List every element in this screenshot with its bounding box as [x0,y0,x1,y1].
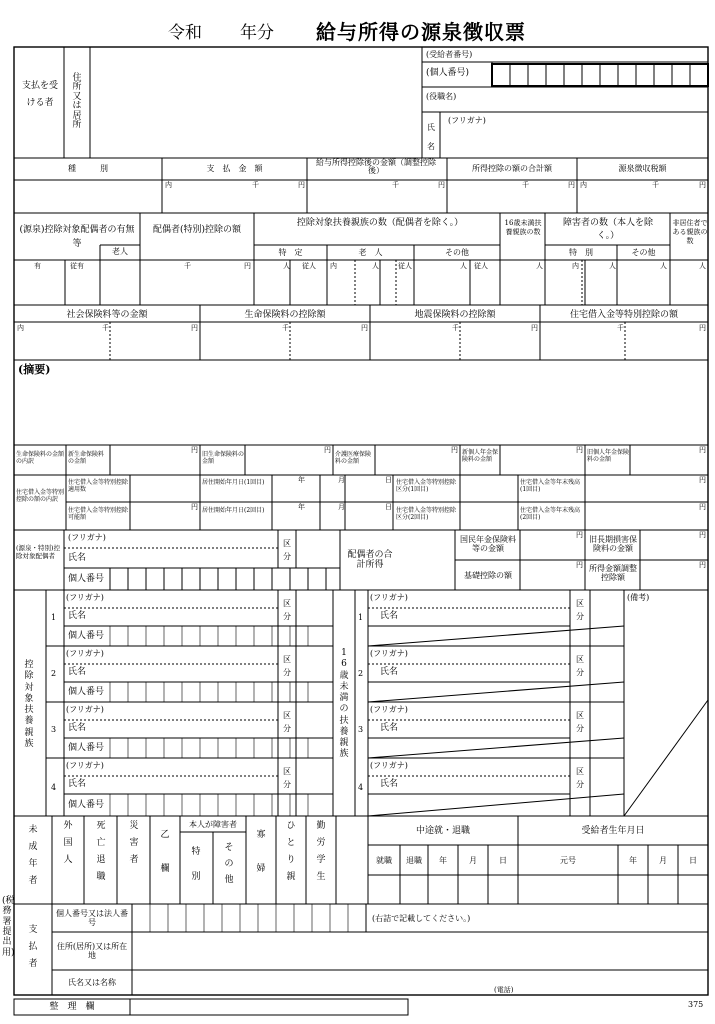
dep3-name-label: 氏名 [68,723,87,733]
death-retire-col: 死亡退職 [96,821,106,883]
dependents-count-header: 控除対象扶養親族の数（配偶者を除く。） [296,218,464,228]
mid-col: 月 [469,856,477,865]
unit: 月 [338,476,345,484]
spouse-furigana-label: (フリガナ) [68,533,106,542]
under16-header: 16歳未満扶養親族の数 [504,219,542,237]
under16-dependents-label: 16歳未満の扶養親族 [339,648,349,760]
housing-possible-label: 住宅借入金等特別控除可能額 [68,507,129,521]
unit: 人 [699,262,706,270]
unit: 人 [660,262,667,270]
page-number: 375 [688,1000,704,1009]
birth-col: 月 [659,856,667,865]
unit: 従人 [302,262,316,270]
type-header: 種 別 [68,164,108,173]
dep3-number-label: 個人番号 [68,743,105,753]
dependent-number: 4 [51,783,57,792]
u16-1-name-label: 氏名 [380,611,399,621]
u16-3-kubun-label: 区分 [576,711,584,733]
housing-balance1-label: 住宅借入金等年末残高(1回目) [520,479,581,493]
u16-2-kubun-label: 区分 [576,655,584,677]
unit: 円 [699,181,706,189]
dep1-number-label: 個人番号 [68,631,105,641]
u16-number: 3 [358,725,364,734]
other-header: その他 [445,248,469,257]
dep4-number-label: 個人番号 [68,800,105,810]
mid-col: 日 [499,856,507,865]
payer-address-label: 住所(居所)又は所在地 [56,942,128,961]
foreigner-col: 外国人 [63,821,73,866]
u16-number: 2 [358,669,364,678]
unit: 内 [165,181,172,189]
earthquake-insurance-header: 地震保険料の控除額 [414,310,496,320]
unit: 円 [438,181,445,189]
self-other-col: その他 [224,843,234,886]
elderly-header: 老人 [112,247,128,256]
unit: 人 [283,262,290,270]
mid-year-header: 中途就・退職 [415,826,470,836]
u16-4-furigana-label: (フリガナ) [370,761,408,770]
unit: 円 [576,446,583,454]
birthdate-header: 受給者生年月日 [581,826,645,836]
spouse-status-header: (源泉)控除対象配偶者の有無等 [19,225,135,250]
unit: 千 [392,181,399,189]
spouse-number-label: 個人番号 [68,574,105,584]
unit: 日 [385,476,392,484]
unit: 人 [372,262,379,270]
specific-header: 特 定 [278,248,303,257]
unit: 円 [531,324,538,332]
u16-2-name-label: 氏名 [380,667,399,677]
housing-applicable-label: 住宅借入金等特別控除適用数 [68,479,129,493]
dep1-name-label: 氏名 [68,611,87,621]
working-student-col: 勤労学生 [316,821,326,883]
address-label: 住所又は居所 [72,73,82,131]
dep4-furigana-label: (フリガナ) [66,761,104,770]
dep4-name-label: 氏名 [68,779,87,789]
payer-name-label: 氏名又は名称 [68,978,116,987]
u16-4-kubun-label: 区分 [576,767,584,789]
u16-number: 1 [358,613,364,622]
housing-start1-label: 居住開始年月日(1回目) [202,479,265,486]
pension-premium-label: 国民年金保険料等の金額 [460,535,516,554]
housing-balance2-label: 住宅借入金等年末残高(2回目) [520,507,581,521]
unit: 年 [298,503,305,511]
deduction-total-header: 所得控除の額の合計額 [472,164,552,173]
old-age-header: 老 人 [358,248,383,257]
disabled-special-header: 特 別 [569,248,593,257]
unit: 千 [184,262,191,270]
minor-col: 未成年者 [28,825,38,887]
withholding-tax-header: 源泉徴収税額 [618,164,667,173]
new-life-label: 新生命保険料の金額 [68,451,105,465]
position-label: (役職名) [426,92,457,101]
unit: 年 [298,476,305,484]
u16-2-furigana-label: (フリガナ) [370,649,408,658]
unit: 千 [102,324,109,332]
otsu-col: 乙欄 [160,830,170,875]
basic-deduction-label: 基礎控除の額 [464,571,512,580]
unit: 従有 [70,262,84,270]
dep3-furigana-label: (フリガナ) [66,705,104,714]
recipient-furigana-label: (フリガナ) [448,116,486,125]
housing-kubun1-label: 住宅借入金等特別控除区分(1回目) [396,479,457,493]
nonresident-header: 非居住者である親族の数 [672,219,708,246]
unit: 円 [699,561,706,569]
u16-1-furigana-label: (フリガナ) [370,593,408,602]
u16-4-name-label: 氏名 [380,779,399,789]
unit: 千 [617,324,624,332]
u16-number: 4 [358,783,364,792]
single-parent-col: ひとり親 [286,821,296,883]
unit: 円 [576,531,583,539]
remarks-label: (摘要) [18,363,51,376]
dependent-number: 3 [51,725,57,734]
unit: 円 [699,503,706,511]
unit: 円 [568,181,575,189]
care-medical-label: 介護医療保険料の金額 [335,451,372,465]
unit: 円 [361,324,368,332]
old-long-term-label: 旧長期損害保険料の金額 [589,535,637,554]
unit: 内 [572,262,579,270]
unit: 千 [252,181,259,189]
life-insurance-header: 生命保険料の控除額 [244,310,326,320]
birth-col: 日 [689,856,697,865]
disabled-count-header: 障害者の数（本人を除く。） [562,218,653,241]
unit: 円 [244,262,251,270]
self-disabled-header: 本人が障害者 [189,820,237,829]
old-life-label: 旧生命保険料の金額 [202,451,245,465]
mid-col: 就職 [376,856,392,865]
unit: 千 [522,181,529,189]
unit: 内 [17,324,24,332]
u16-1-kubun-label: 区分 [576,599,584,621]
unit: 円 [699,324,706,332]
payer-number-label: 個人番号又は法人番号 [56,909,128,928]
unit: 千 [452,324,459,332]
dependent-number: 1 [51,613,57,622]
payment-amount-header: 支 払 金 額 [206,164,263,173]
recipient-side-label: 支払を受ける者 [22,81,59,109]
unit: 円 [576,561,583,569]
dep3-kubun-label: 区分 [283,711,291,733]
dep4-kubun-label: 区分 [283,767,291,789]
personal-number-label: (個人番号) [426,68,470,78]
spouse-deduction-header: 配偶者(特別)控除の額 [152,225,242,235]
unit: 内 [330,262,337,270]
unit: 千 [652,181,659,189]
era-label: 令和 [168,23,202,43]
unit: 人 [536,262,543,270]
dep2-number-label: 個人番号 [68,687,105,697]
unit: 円 [191,324,198,332]
dep1-kubun-label: 区分 [283,599,291,621]
unit: 円 [298,181,305,189]
spouse-section-label: (源泉・特別)控除対象配偶者 [16,544,61,561]
widow-col: 寡婦 [256,830,266,875]
after-deduction-header: 給与所得控除後の金額（調整控除後） [316,158,436,176]
life-insurance-breakdown-label: 生命保険料の金額の内訳 [16,451,65,465]
birth-col: 元号 [560,856,576,865]
housing-breakdown-label: 住宅借入金等特別控除の額の内訳 [16,489,65,503]
spouse-kubun-label: 区分 [283,539,291,561]
housing-kubun2-label: 住宅借入金等特別控除区分(2回目) [396,507,457,521]
right-align-note: (右詰で記載してください。) [372,914,471,923]
dep2-furigana-label: (フリガナ) [66,649,104,658]
admin-column-label: 整 理 欄 [49,1002,95,1012]
unit: 有 [34,262,41,270]
housing-loan-header: 住宅借入金等特別控除の額 [569,310,678,320]
dep1-furigana-label: (フリガナ) [66,593,104,602]
birth-col: 年 [629,856,637,865]
year-label: 年分 [240,23,274,43]
bikou-label: (備考) [627,593,650,602]
payee-number-label: (受給者番号) [426,50,473,59]
mid-col: 退職 [406,856,422,865]
social-insurance-header: 社会保険料等の金額 [66,310,148,320]
u16-3-name-label: 氏名 [380,723,399,733]
unit: 人 [460,262,467,270]
dep2-name-label: 氏名 [68,667,87,677]
form-title: 給与所得の源泉徴収票 [316,20,526,44]
income-adjust-label: 所得金額調整控除額 [589,564,637,583]
old-pension-label: 旧個人年金保険料の金額 [587,449,630,463]
unit: 従人 [474,262,488,270]
u16-3-furigana-label: (フリガナ) [370,705,408,714]
unit: 人 [609,262,616,270]
spouse-income-label: 配偶者の合計所得 [347,550,393,571]
unit: 円 [324,446,331,454]
unit: 月 [338,503,345,511]
mid-col: 年 [439,856,447,865]
unit: 内 [580,181,587,189]
phone-label: (電話) [494,986,514,994]
unit: 円 [191,503,198,511]
new-pension-label: 新個人年金保険料の金額 [462,449,499,463]
unit: 千 [282,324,289,332]
unit: 円 [699,531,706,539]
dep2-kubun-label: 区分 [283,655,291,677]
dependent-number: 2 [51,669,57,678]
housing-start2-label: 居住開始年月日(2回目) [202,507,265,514]
disaster-col: 災害者 [129,821,139,866]
unit: 円 [451,446,458,454]
unit: 従人 [398,262,412,270]
tax-office-copy-label: (税務署提出用) [2,896,15,958]
unit: 円 [191,446,198,454]
spouse-name-label: 氏名 [68,553,87,563]
payer-label: 支払者 [28,925,38,970]
dependents-label: 控除対象扶養親族 [24,660,34,749]
unit: 円 [699,476,706,484]
unit: 日 [385,503,392,511]
recipient-name-label: 氏名 [427,123,435,152]
self-special-col: 特別 [191,847,201,883]
unit: 円 [699,446,706,454]
disabled-other-header: その他 [631,248,656,257]
